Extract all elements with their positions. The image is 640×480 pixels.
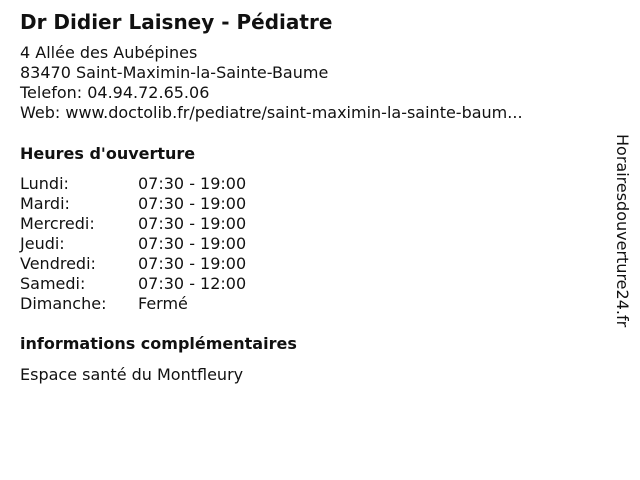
opening-hours-heading: Heures d'ouverture	[20, 144, 196, 163]
hours-row-sunday	[20, 294, 246, 314]
hours-row-monday	[20, 174, 246, 194]
city-address: 83470 Saint-Maximin-la-Sainte-Baume	[20, 63, 329, 82]
hours-row-thursday	[20, 234, 246, 254]
website-link[interactable]: Web: www.doctolib.fr/pediatre/saint-maximin-la-sainte-baum...	[20, 103, 523, 122]
hours-row-wednesday	[20, 214, 246, 234]
time-range: Fermé	[138, 294, 188, 313]
hours-row-tuesday	[20, 194, 246, 214]
time-range: 07:30 - 19:00	[138, 234, 247, 253]
day-label: Samedi:	[20, 274, 86, 293]
street-address: 4 Allée des Aubépines	[20, 43, 198, 62]
day-label: Lundi:	[20, 174, 69, 193]
opening-hours-table	[20, 174, 246, 314]
time-range: 07:30 - 12:00	[138, 274, 247, 293]
day-label: Dimanche:	[20, 294, 107, 313]
phone-number: Telefon: 04.94.72.65.06	[20, 83, 210, 102]
site-watermark: Horairesdouverture24.fr	[613, 134, 632, 328]
hours-row-friday	[20, 254, 246, 274]
time-range: 07:30 - 19:00	[138, 254, 247, 273]
day-label: Vendredi:	[20, 254, 96, 273]
time-range: 07:30 - 19:00	[138, 214, 247, 233]
day-label: Mercredi:	[20, 214, 95, 233]
day-label: Mardi:	[20, 194, 70, 213]
hours-row-saturday	[20, 274, 246, 294]
time-range: 07:30 - 19:00	[138, 174, 247, 193]
time-range: 07:30 - 19:00	[138, 194, 247, 213]
additional-info-heading: informations complémentaires	[20, 334, 297, 353]
address-block	[20, 43, 523, 123]
page-title: Dr Didier Laisney - Pédiatre	[20, 10, 333, 34]
day-label: Jeudi:	[20, 234, 65, 253]
additional-info-text: Espace santé du Montfleury	[20, 365, 244, 384]
